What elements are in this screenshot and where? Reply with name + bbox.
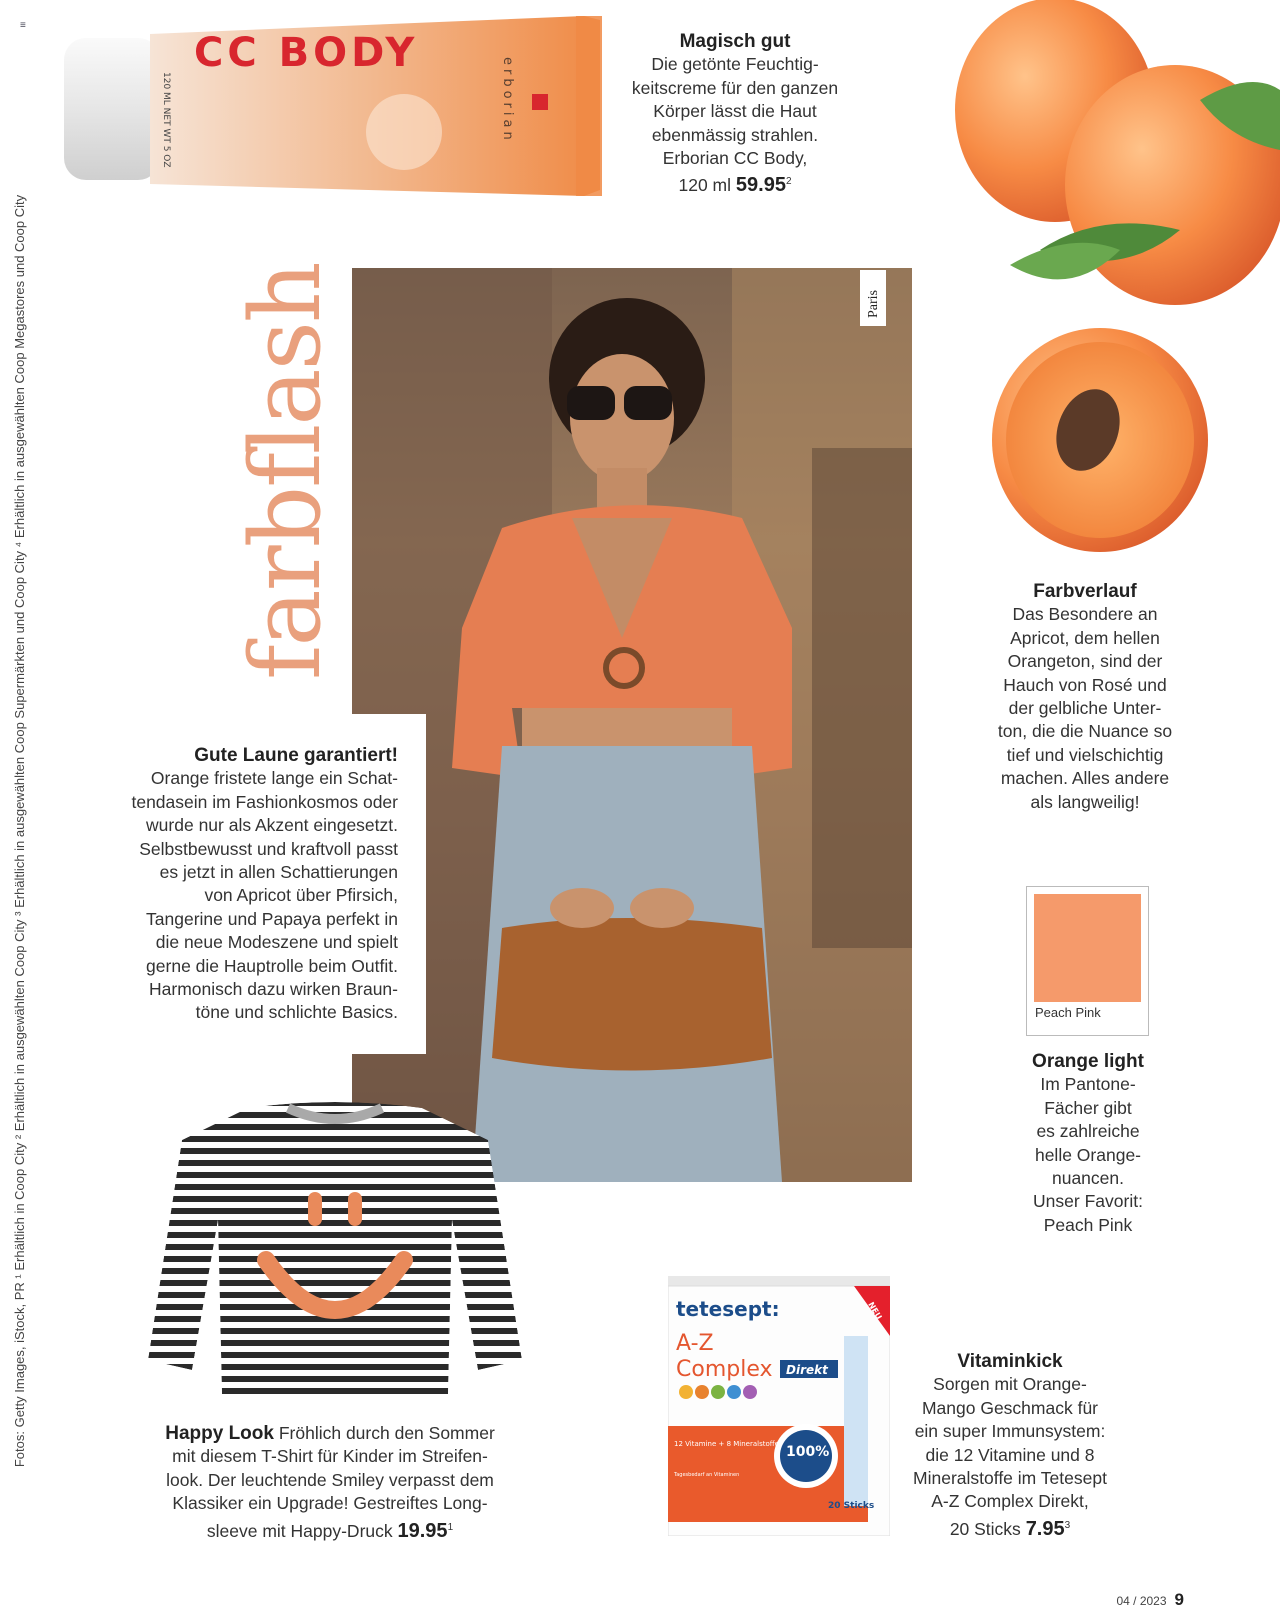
orange-light-line: es zahlreiche (1036, 1121, 1140, 1142)
location-tag-text: Paris (866, 290, 881, 318)
section-title-farbflash: farbflash (230, 263, 342, 680)
gute-laune-line: Tangerine und Papaya perfekt in (146, 908, 398, 929)
orange-light-line: Peach Pink (1043, 1214, 1133, 1235)
orange-light-line: helle Orange- (1034, 1144, 1142, 1165)
tetesept-sticks: 20 Sticks (828, 1501, 875, 1511)
tetesept-tag: Direkt (786, 1363, 828, 1377)
gute-laune-line: Selbstbewusst und kraftvoll passt (139, 838, 398, 859)
cc-body-price: 59.95 (735, 174, 786, 197)
tetesept-product-line2: Complex (676, 1357, 773, 1382)
farbverlauf-text (980, 580, 1190, 814)
tetesept-vitamins: 12 Vitamine + 8 Mineralstoffe (674, 1440, 779, 1448)
farbverlauf-line: Hauch von Rosé und (1003, 674, 1167, 695)
gute-laune-line: die neue Modeszene und spielt (155, 932, 398, 953)
gute-laune-line: von Apricot über Pfirsich, (204, 885, 398, 906)
gute-laune-line: Orange fristete lange ein Schat- (150, 768, 398, 789)
cc-body-line: Erborian CC Body, (662, 148, 808, 169)
farbverlauf-line: Apricot, dem hellen (1010, 627, 1160, 648)
vitaminkick-text (898, 1350, 1122, 1541)
footnote-marker: 2 (785, 176, 792, 188)
gute-laune-line: gerne die Hauptrolle beim Outfit. (146, 955, 398, 976)
cc-body-line: Die getönte Feuchtig- (651, 54, 819, 75)
gute-laune-line: Harmonisch dazu wirken Braun- (149, 979, 398, 1000)
gute-laune-heading: Gute Laune garantiert! (194, 745, 398, 766)
happy-look-line: look. Der leuchtende Smiley verpasst dem (166, 1469, 494, 1490)
gute-laune-line: wurde nur als Akzent eingesetzt. (146, 815, 398, 836)
happy-look-price: 19.95 (397, 1519, 448, 1542)
gute-laune-text (100, 744, 398, 1025)
happy-look-lead: Fröhlich durch den Sommer (278, 1423, 495, 1443)
tetesept-percent-sub: Tagesbedarf an Vitaminen (674, 1472, 740, 1478)
tetesept-product-line1: A-Z (676, 1331, 714, 1356)
footnote-marker: 3 (1064, 1519, 1071, 1531)
vitaminkick-line: Sorgen mit Orange- (933, 1374, 1087, 1395)
tube-size-label: 120 ML NET WT 5 OZ (161, 72, 171, 168)
orange-light-heading: Orange light (1032, 1051, 1144, 1072)
happy-look-heading: Happy Look (165, 1423, 274, 1444)
photo-credits: Fotos: Getty Images, iStock, PR ¹ Erhältlich in Coop City ² Erhältlich in ausgewählten Coop City ³ Erhältlich in ausgewählten Coop Supermärkten und Coop City ⁴ Erhältlich in ausgewählten Coop Megastores und Coop City (12, 194, 27, 1468)
happy-look-text (130, 1422, 530, 1543)
cc-body-line: Körper lässt die Haut (653, 101, 817, 122)
page-number: 9 (1174, 1590, 1184, 1609)
cc-body-line: ebenmässig strahlen. (651, 124, 819, 145)
orange-light-line: Fächer gibt (1044, 1097, 1132, 1118)
vitaminkick-price: 7.95 (1025, 1517, 1065, 1540)
erborian-brand: erborian (500, 57, 515, 144)
gute-laune-line: es jetzt in allen Schattierungen (159, 862, 398, 883)
cc-body-text (620, 30, 850, 198)
vitaminkick-line: ein super Immunsystem: (914, 1421, 1106, 1442)
swatch-label: Peach Pink (1035, 1005, 1101, 1020)
farbverlauf-line: Das Besondere an (1012, 604, 1158, 625)
fashion-photo (352, 268, 912, 1182)
orange-light-line: nuancen. (1051, 1168, 1124, 1189)
vitaminkick-line: A-Z Complex Direkt, (931, 1491, 1089, 1512)
pantone-swatch (1026, 886, 1149, 1036)
footnote-marker: 1 (447, 1521, 454, 1533)
vitaminkick-last-line: 20 Sticks (949, 1518, 1021, 1539)
tetesept-brand: tetesept: (676, 1297, 780, 1321)
swatch-color (1034, 894, 1141, 1002)
farbverlauf-line: tief und vielschichtig (1006, 744, 1164, 765)
happy-look-line: Klassiker ein Upgrade! Gestreiftes Long- (172, 1493, 488, 1514)
farbverlauf-line: ton, die die Nuance so (997, 721, 1173, 742)
vitaminkick-line: Mineralstoffe im Tetesept (913, 1468, 1107, 1489)
apricots-illustration (950, 0, 1280, 560)
gute-laune-line: töne und schlichte Basics. (195, 1002, 398, 1023)
orange-light-text (1000, 1050, 1176, 1237)
vitaminkick-line: Mango Geschmack für (921, 1397, 1099, 1418)
cc-body-tube-image (64, 12, 604, 202)
orange-light-line: Unser Favorit: (1033, 1191, 1143, 1212)
farbverlauf-line: Orangeton, sind der (1007, 651, 1163, 672)
tetesept-new-badge: NEU (866, 1300, 884, 1322)
tetesept-box-image (668, 1276, 890, 1536)
gute-laune-line: tendasein im Fashionkosmos oder (131, 791, 398, 812)
issue-label: 04 / 2023 (1116, 1594, 1167, 1608)
tetesept-percent: 100% (786, 1444, 830, 1460)
vitaminkick-heading: Vitaminkick (957, 1351, 1063, 1372)
page-footer (1116, 1590, 1184, 1610)
cc-body-line: keitscreme für den ganzen (631, 77, 839, 98)
happy-look-line: mit diesem T-Shirt für Kinder im Streifen- (172, 1446, 488, 1467)
location-tag (860, 270, 886, 326)
farbverlauf-line: der gelbliche Unter- (1008, 698, 1162, 719)
farbverlauf-line: als langweilig! (1030, 791, 1140, 812)
happy-look-last-line: sleeve mit Happy-Druck (206, 1520, 393, 1541)
striped-longsleeve-image (148, 1100, 522, 1400)
fashion-photo-illustration (352, 268, 912, 1182)
cc-body-size: 120 ml (678, 175, 732, 196)
farbverlauf-heading: Farbverlauf (1033, 581, 1137, 602)
cc-body-heading: Magisch gut (679, 31, 791, 52)
vitaminkick-line: die 12 Vitamine und 8 (925, 1444, 1095, 1465)
orange-light-line: Im Pantone- (1040, 1074, 1136, 1095)
cc-body-title: CC BODY (194, 30, 419, 76)
menu-mark-icon: ≡ (20, 20, 26, 31)
farbverlauf-line: machen. Alles andere (1000, 768, 1170, 789)
